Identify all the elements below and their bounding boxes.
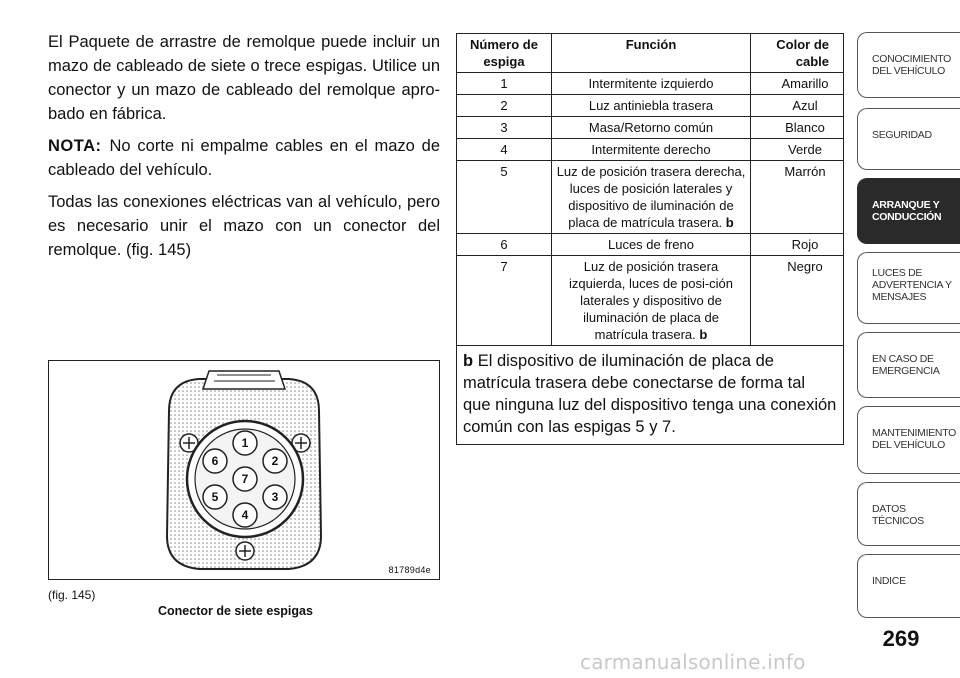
tab-indice[interactable] [857,554,960,618]
color-cell: Marrón [751,161,844,234]
connector-illustration [49,361,439,579]
color-cell: Blanco [751,117,844,139]
tab-label: DATOS TÉCNICOS [872,503,924,527]
tab-luces[interactable] [857,252,960,324]
color-cell: Azul [751,95,844,117]
table-header-row [457,34,844,73]
header-wire-color: Color de cable [751,34,844,73]
footnote-ref: b [699,327,708,342]
pin-6-label: 6 [211,454,219,468]
function-text: Luz de posición trasera izquierda, luces de posi-ción laterales y dispositivo de iluminación de placa de matrícula trasera. [568,259,734,342]
color-cell: Verde [751,139,844,161]
table-footnote-row [457,346,844,445]
pin-table [456,33,844,445]
pin-cell: 1 [457,73,552,95]
table-row [457,73,844,95]
nota-label: NOTA: [48,137,102,155]
pin-cell: 3 [457,117,552,139]
tab-label: LUCES DE ADVERTENCIA Y MENSAJES [872,267,952,303]
connector-figure [48,360,440,580]
figure-code: 81789d4e [388,565,431,575]
tab-emergencia[interactable] [857,332,960,398]
pin-7-label: 7 [241,472,249,486]
color-cell: Amarillo [751,73,844,95]
header-function: Función [552,34,751,73]
pin-3-label: 3 [271,490,279,504]
pin-cell: 5 [457,161,552,234]
tab-label: ARRANQUE Y CONDUCCIÓN [872,199,942,223]
tab-arranque[interactable] [857,178,960,244]
tab-mantenimiento[interactable] [857,406,960,474]
pin-4-label: 4 [241,508,249,522]
tab-label: CONOCIMIENTO DEL VEHÍCULO [872,53,952,77]
pin-cell: 7 [457,256,552,346]
table-row [457,234,844,256]
tab-label: SEGURIDAD [872,129,932,141]
nota-paragraph [48,134,440,182]
tab-label: EN CASO DE EMERGENCIA [872,353,940,377]
color-cell: Negro [751,256,844,346]
table-row [457,117,844,139]
function-cell [552,256,751,346]
table-row [457,256,844,346]
pin-1-label: 1 [241,436,249,450]
pin-2-label: 2 [271,454,279,468]
table-footnote [457,346,844,445]
nota-text: No corte ni empalme cables en el mazo de cableado del vehículo. [48,137,440,179]
intro-paragraph: El Paquete de arrastre de remolque puede incluir un mazo de cableado de siete o trece espigas. Utilice un conector y un mazo de cableado del remolque apro-bado en fábrica. [48,33,440,123]
connections-paragraph: Todas las conexiones eléctricas van al vehículo, pero es necesario unir el mazo con un conector del remolque. (fig. 145) [48,193,440,259]
tab-label: INDICE [872,575,906,587]
function-cell: Luces de freno [552,234,751,256]
function-cell [552,161,751,234]
function-text: Luz de posición trasera derecha, luces de posición laterales y dispositivo de iluminación de placa de matrícula trasera. [556,164,746,230]
function-cell: Intermitente izquierdo [552,73,751,95]
watermark: carmanualsonline.info [580,650,806,674]
table-row [457,161,844,234]
tab-label: MANTENIMIENTO DEL VEHÍCULO [872,427,956,451]
pin-cell: 2 [457,95,552,117]
tab-datos[interactable] [857,482,960,546]
function-cell: Masa/Retorno común [552,117,751,139]
header-pin-number: Número de espiga [457,34,552,73]
page-number: 269 [882,626,920,651]
intro-text [48,30,440,270]
footnote-ref: b [725,215,734,230]
tab-seguridad[interactable] [857,108,960,170]
table-row [457,139,844,161]
footnote-mark: b [463,352,474,370]
color-cell: Rojo [751,234,844,256]
function-cell: Luz antiniebla trasera [552,95,751,117]
pin-cell: 6 [457,234,552,256]
figure-caption: Conector de siete espigas [158,604,313,618]
function-cell: Intermitente derecho [552,139,751,161]
tab-conocimiento[interactable] [857,32,960,98]
pin-5-label: 5 [211,490,219,504]
figure-label: (fig. 145) [48,588,96,602]
table-row [457,95,844,117]
footnote-text: El dispositivo de iluminación de placa de matrícula trasera debe conectarse de forma tal que ninguna luz del dispositivo tenga una conexión común con las espigas 5 y 7. [463,352,837,436]
pin-cell: 4 [457,139,552,161]
